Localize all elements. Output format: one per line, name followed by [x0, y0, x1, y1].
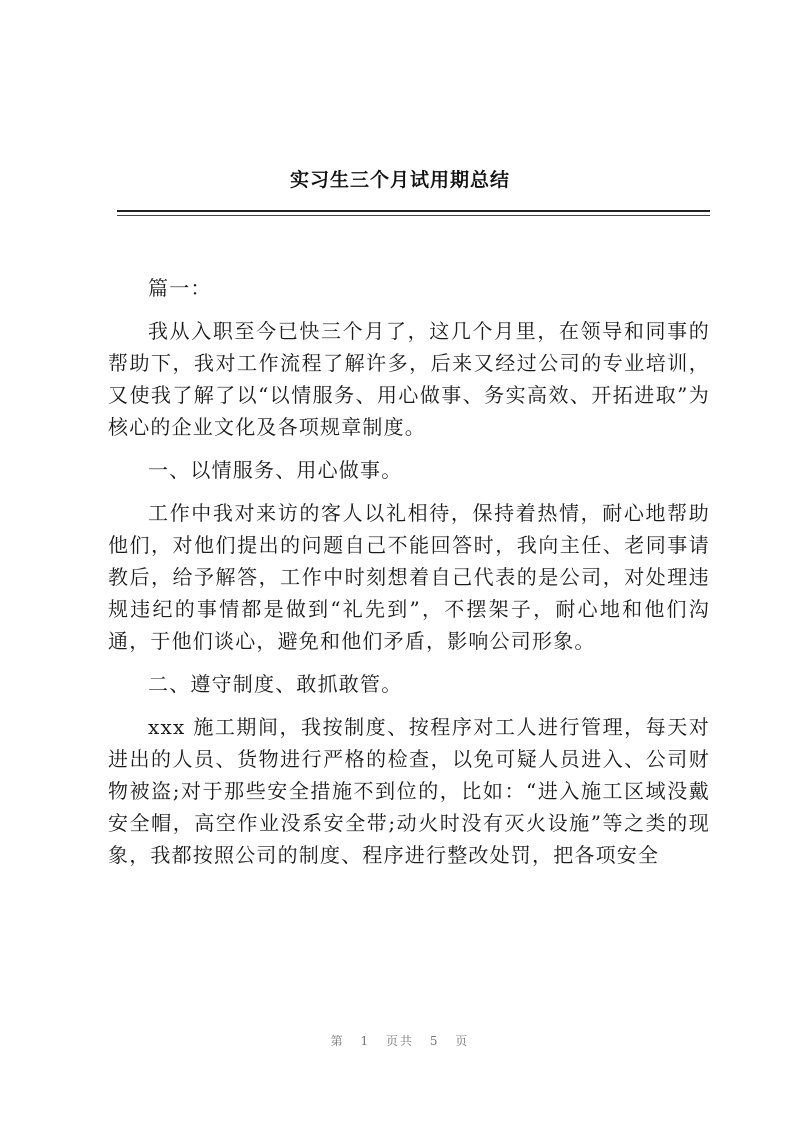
footer-prefix: 第 — [330, 1034, 345, 1048]
section-heading: 二、遵守制度、敢抓敢管。 — [148, 672, 403, 696]
body-paragraph: xxx 施工期间，我按制度、按程序对工人进行管理，每天对进出的人员、货物进行严格的检查，以免可疑人员进入、公司财物被盗;对于那些安全措施不到位的，比如：“进入施工区域没戴安全帽，高空作业没系安全带;动火时没有灭火设施”等之类的现象，我都按照公司的制度、程序进行整改处罚，把各项安全 — [108, 715, 710, 867]
title-divider-thin — [117, 215, 710, 216]
page-footer — [0, 1032, 800, 1049]
page-number: 1 — [360, 1034, 371, 1048]
body-paragraph: 工作中我对来访的客人以礼相待，保持着热情，耐心地帮助他们，对他们提出的问题自己不能回答时，我向主任、老同事请教后，给予解答，工作中时刻想着自己代表的是公司，对处理违规违纪的事情都是做到“礼先到”，不摆架子，耐心地和他们沟通，于他们谈心，避免和他们矛盾，影响公司形象。 — [108, 501, 710, 653]
document-body — [108, 272, 710, 882]
section-heading: 篇一： — [148, 276, 212, 300]
total-pages: 5 — [429, 1034, 440, 1048]
footer-middle: 页共 — [385, 1034, 414, 1048]
footer-suffix: 页 — [455, 1034, 470, 1048]
title-divider — [117, 210, 710, 212]
section-heading: 一、以情服务、用心做事。 — [148, 458, 403, 482]
document-title: 实习生三个月试用期总结 — [289, 169, 510, 191]
body-paragraph: 我从入职至今已快三个月了，这几个月里，在领导和同事的帮助下，我对工作流程了解许多，后来又经过公司的专业培训，又使我了解了以“以情服务、用心做事、务实高效、开拓进取”为核心的企业文化及各项规章制度。 — [108, 319, 710, 439]
